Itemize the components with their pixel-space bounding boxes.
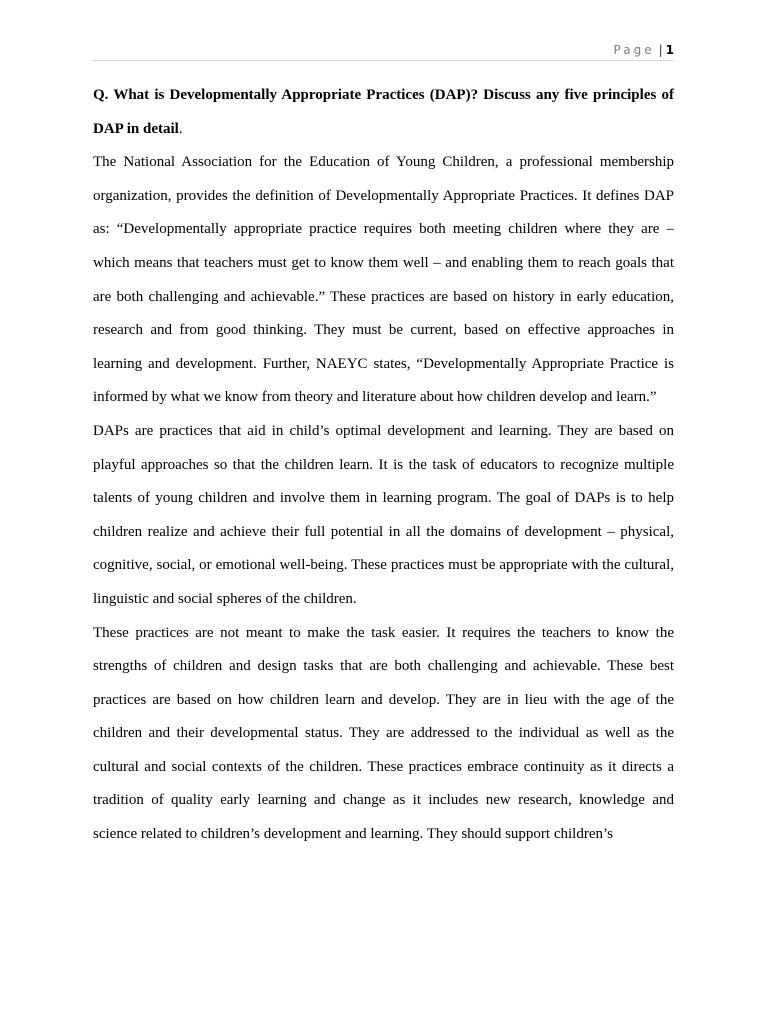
page-separator: | (658, 43, 663, 57)
question-text: Q. What is Developmentally Appropriate Practices (DAP)? Discuss any five principles of DAP in detail (93, 87, 674, 137)
paragraph-3: These practices are not meant to make the task easier. It requires the teachers to know the strengths of children and design tasks that are both challenging and achievable. These best practices are based on how children learn and develop. They are in lieu with the age of the children and their developmental status. They are addressed to the individual as well as the cultural and social contexts of the children. These practices embrace continuity as it directs a tradition of quality early learning and change as it includes new research, knowledge and science related to children’s development and learning. They should support children’s (93, 624, 674, 843)
document-body (93, 79, 674, 852)
page-header (93, 40, 674, 61)
question-heading (93, 79, 674, 146)
paragraph-1: The National Association for the Education of Young Children, a professional membership organization, provides the definition of Developmentally Appropriate Practices. It defines DAP as: “Developmentally appropriate practice requires both meeting children where they are – which means that teachers must get to know them well – and enabling them to reach goals that are both challenging and achievable.” These practices are based on history in early education, research and from good thinking. They must be current, based on effective approaches in learning and development. Further, NAEYC states, “Developmentally Appropriate Practice is informed by what we know from theory and literature about how children develop and learn.” (93, 154, 674, 406)
question-end-punct: . (178, 120, 183, 137)
page-number: 1 (665, 43, 674, 57)
page-label: Page (613, 43, 655, 57)
paragraph-2: DAPs are practices that aid in child’s optimal development and learning. They are based on playful approaches so that the children learn. It is the task of educators to recognize multiple talents of young children and involve them in learning program. The goal of DAPs is to help children realize and achieve their full potential in all the domains of development – physical, cognitive, social, or emotional well-being. These practices must be appropriate with the cultural, linguistic and social spheres of the children. (93, 422, 674, 607)
